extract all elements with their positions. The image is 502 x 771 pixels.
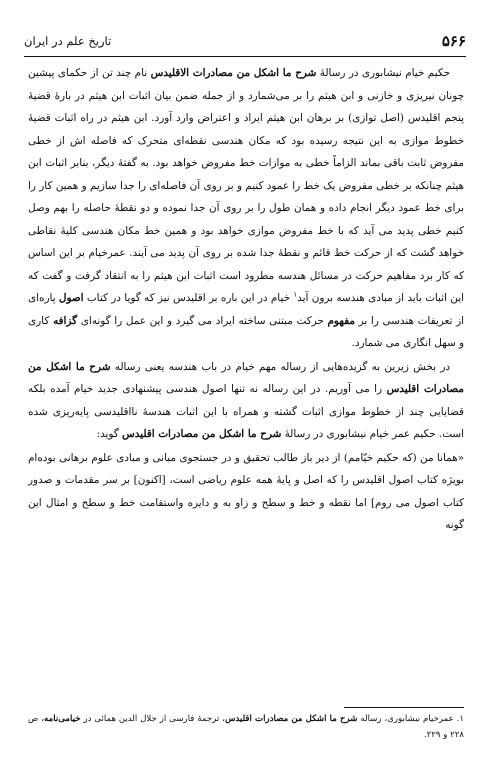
footnote-reference[interactable]: ۱ <box>293 290 298 299</box>
p1-book-title: شرح ما اشکل من مصادرات الاقلیدس <box>150 67 317 79</box>
p1-text-d: خیام در این باره بر اقلیدس نیز که گویا در کتاب <box>83 292 294 304</box>
p2-text-c: را می آوریم. در این رساله نه تنها اصول هندسی پیشنهادی جدید خیام آمده بلکه قضایایی چند از خطوط موازی اثبات گشته و همراه با این اثبات هندسهٔ نااقلیدسی پایه‌ریزی شده است. حکیم عمر خیام نیشابوری در رسالهٔ <box>28 383 464 440</box>
header-rule <box>24 56 466 57</box>
p2-book-title-2: شرح ما اشکل من مصادرات اقلیدس <box>122 428 282 440</box>
p2-book-title-1: شرح ما اشکل من مصادرات اقلیدس <box>28 360 464 395</box>
quote-paragraph: «همانا من (که حکیم خیّامم) از دیر باز طالب تحقیق و در جستجوی مبانی و مبادی علوم برهانی بوده‌ام بویژه کتاب اصول اقلیدس را که اصل و پایهٔ همه علوم ریاضی است، [اکنون] بر سر مقدمات و صدور کتاب اصول می روم] اما نقطه و خط و سطح و زاو به و دایره واستقامت خط و سطح و امثال این گونه <box>28 451 464 531</box>
p2-text-e: گوید: <box>96 428 123 440</box>
p1-text-a: حکیم خیام نیشابوری در رسالهٔ <box>316 67 450 79</box>
p1-text-j: کاری و سهل انگاری می شمارد. <box>28 314 464 349</box>
page-header <box>24 28 466 54</box>
p1-text-f: پاره‌ای از تعریفات هندسی را بر <box>28 292 464 327</box>
running-title: تاریخ علم در ایران <box>24 34 112 48</box>
paragraph-2 <box>28 356 464 446</box>
p1-bold-usul: اصول <box>58 292 84 304</box>
footnote-book-title: شرح ما اشکل من مصادرات اقلیدس <box>224 714 358 724</box>
footnote <box>28 711 464 743</box>
footnote-text-e: ، ص ۲۲۸ و ۲۲۹. <box>28 714 464 740</box>
p1-bold-gazafe: گزافه <box>52 314 78 327</box>
p1-text-h: حرکت مبتنی ساخته ایراد می گیرد و این عمل را گونه‌ای <box>77 314 328 327</box>
footnote-text-c: ، ترجمهٔ فارسی از جلال‌ الدین همائی در <box>80 714 225 724</box>
footnote-rule <box>344 707 464 708</box>
page-number: ۵۶۶ <box>441 32 466 50</box>
body-text <box>28 62 464 537</box>
footnote-text-a: ۱. عمرخیام نیشابوری، رساله <box>357 714 464 724</box>
p1-bold-mafhum: مفهوم <box>327 314 355 327</box>
p2-text-a: در بخش زیرین به گزیده‌هایی از رساله مهم خیام در باب هندسه یعنی رساله <box>110 360 450 373</box>
p1-text-c: نام چند تن از حکمای پیشین چونان نیریزی و خازنی و ابن هیثم را بر می‌شمارد و از جمله ضمن بیان اثبات ابن هیثم در بارهٔ قضیهٔ پنجم اقلیدس (اصل توازی) بر برهان ابن هیثم ایراد و اعتراض وارد آورد. ابن هیثم در راه اثبات قضیهٔ خطوط موازی به این نتیجه رسیده بود که مکان هندسی نقطه‌ای متحرک که فاصله اش از خطی مفروض ثابت باقی بماند الزاماً خطی به موازات خط مفروض خواهد بود. به گفتهٔ دیگر، بنابر اثبات ابن هیثم چنانکه بر خطی مفروض یک خط را عمود کنیم و بر روی آن فاصله‌ای را جدا سازیم و همین کار را برای خط عمود دیگر انجام داده و همان طول را بر روی آن جدا نموده و دو نقطهٔ حاصله را بهم وصل کنیم خطی پدید می آید که با خط مفروض موازی خواهد بود و همین خط مکان هندسی کلیهٔ نقاطی خواهد گشت که از حرکت خط قائم و نقطهٔ جدا شده بر روی آن پدید می آیند. عمرخیام بر این اساس که کار برد مفاهیم حرکت در مسائل هندسه مطرود است اثبات ابن هیثم را به انتقاد گرفت و گفت که این اثبات باید از مبادی هندسه برون آید <box>28 67 464 304</box>
footnote-source-title: خیامی‌نامه <box>44 714 81 724</box>
paragraph-1 <box>28 62 464 355</box>
